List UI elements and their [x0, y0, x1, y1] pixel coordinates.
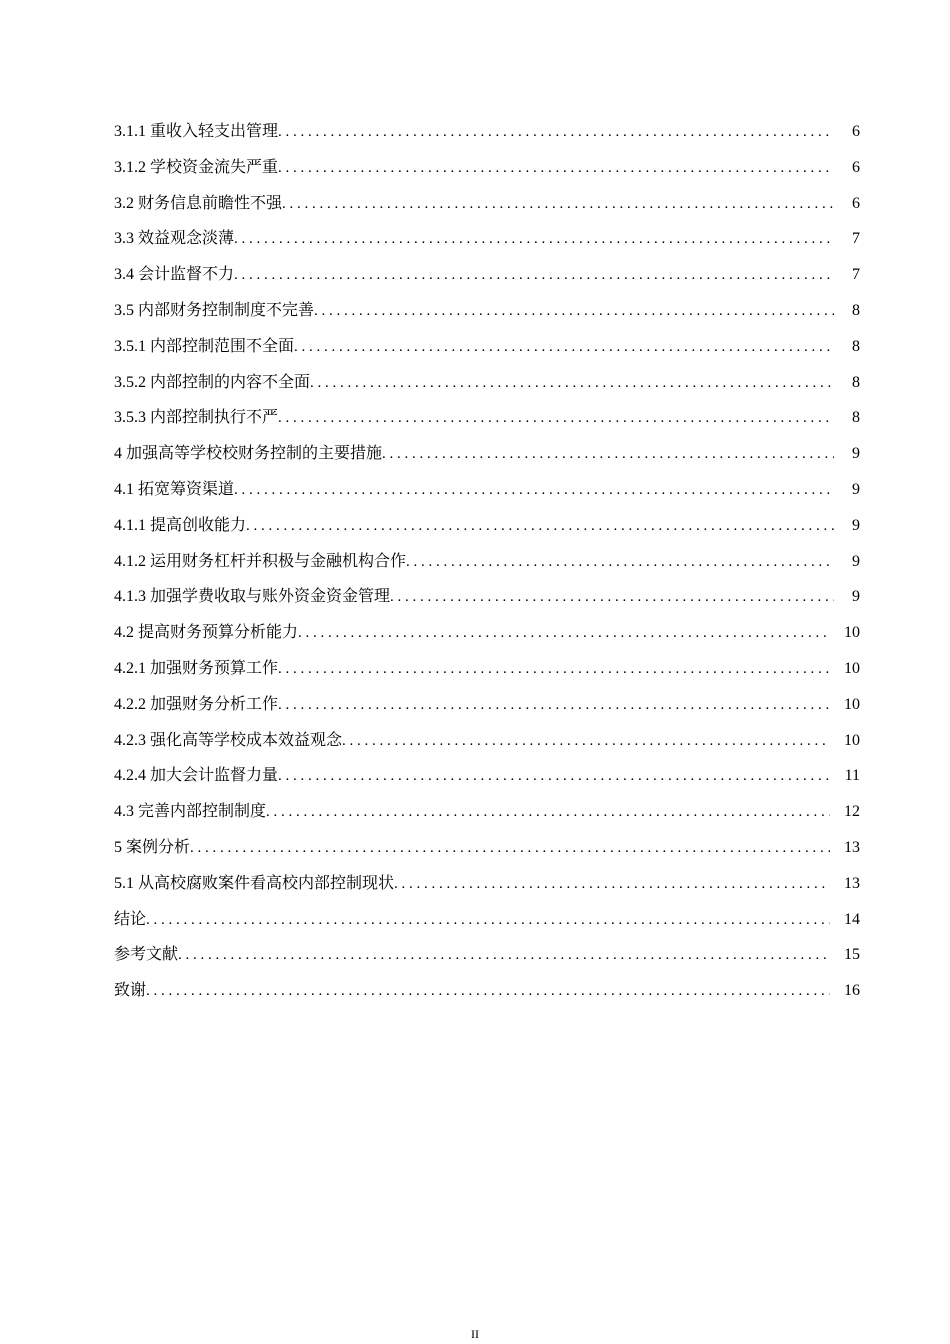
toc-entry-page: 9 — [852, 480, 860, 498]
toc-entry[interactable] — [114, 902, 860, 938]
toc-entry-label: 5.1 从高校腐败案件看高校内部控制现状 — [114, 874, 395, 892]
dot-leader — [278, 688, 830, 724]
toc-entry[interactable] — [114, 758, 860, 794]
toc-entry-page: 10 — [844, 695, 860, 713]
toc-entry-label: 结论 — [114, 910, 147, 928]
toc-entry-page: 10 — [844, 659, 860, 677]
dot-leader — [278, 759, 831, 795]
toc-entry[interactable] — [114, 365, 860, 401]
toc-entry-page: 6 — [852, 158, 860, 176]
toc-entry-label: 3.5.3 内部控制执行不严 — [114, 409, 279, 427]
dot-leader — [390, 580, 834, 616]
toc-entry[interactable] — [114, 400, 860, 436]
toc-entry[interactable] — [114, 329, 860, 365]
dot-leader — [282, 187, 834, 223]
toc-entry[interactable] — [114, 615, 860, 651]
toc-entry-page: 9 — [852, 445, 860, 463]
toc-entry-page: 10 — [844, 731, 860, 749]
toc-entry[interactable] — [114, 723, 860, 759]
toc-entry[interactable] — [114, 579, 860, 615]
toc-entry[interactable] — [114, 830, 860, 866]
dot-leader — [406, 545, 834, 581]
toc-entry-page: 6 — [852, 194, 860, 212]
dot-leader — [382, 437, 834, 473]
toc-entry-page: 11 — [844, 767, 860, 785]
toc-entry-page: 7 — [852, 230, 860, 248]
dot-leader — [278, 652, 830, 688]
toc-entry-label: 3.4 会计监督不力 — [114, 266, 235, 284]
toc-entry-label: 4.3 完善内部控制制度 — [114, 803, 267, 821]
toc-entry[interactable] — [114, 973, 860, 1009]
toc-entry-page: 12 — [844, 803, 860, 821]
dot-leader — [278, 115, 834, 151]
toc-entry-page: 14 — [844, 910, 860, 928]
toc-entry-label: 3.1.1 重收入轻支出管理 — [114, 123, 279, 140]
toc-entry-page: 6 — [852, 123, 860, 140]
toc-entry-label: 4.1.2 运用财务杠杆并积极与金融机构合作 — [114, 552, 407, 570]
dot-leader — [246, 509, 834, 545]
toc-entry-label: 3.3 效益观念淡薄 — [114, 230, 235, 248]
toc-entry[interactable] — [114, 257, 860, 293]
toc-entry[interactable] — [114, 472, 860, 508]
dot-leader — [298, 616, 830, 652]
toc-entry-label: 参考文献 — [114, 946, 179, 964]
dot-leader — [190, 831, 830, 867]
toc-entry-page: 9 — [852, 588, 860, 606]
table-of-contents — [114, 114, 860, 1009]
toc-entry[interactable] — [114, 293, 860, 329]
toc-entry-page: 7 — [852, 266, 860, 284]
toc-entry-page: 13 — [844, 874, 860, 892]
toc-entry-label: 4.2.2 加强财务分析工作 — [114, 695, 279, 713]
toc-entry-label: 3.5.2 内部控制的内容不全面 — [114, 373, 311, 391]
toc-entry-label: 4.2.1 加强财务预算工作 — [114, 659, 279, 677]
dot-leader — [278, 151, 834, 187]
toc-entry-page: 8 — [852, 409, 860, 427]
toc-entry-page: 13 — [844, 838, 860, 856]
dot-leader — [294, 330, 834, 366]
dot-leader — [266, 795, 830, 831]
toc-entry-page: 10 — [844, 624, 860, 642]
toc-entry-label: 3.5.1 内部控制范围不全面 — [114, 337, 295, 355]
toc-entry-label: 4.1.1 提高创收能力 — [114, 516, 247, 534]
toc-entry-label: 3.2 财务信息前瞻性不强 — [114, 194, 283, 212]
dot-leader — [234, 258, 834, 294]
toc-entry-label: 5 案例分析 — [114, 838, 191, 856]
toc-entry-page: 15 — [844, 946, 860, 964]
toc-entry-label: 4.1 拓宽筹资渠道 — [114, 480, 235, 498]
toc-entry-page: 9 — [852, 552, 860, 570]
dot-leader — [146, 974, 830, 1010]
toc-entry[interactable] — [114, 150, 860, 186]
dot-leader — [310, 366, 834, 402]
toc-entry-page: 16 — [844, 982, 860, 1000]
toc-entry-label: 4.2.3 强化高等学校成本效益观念 — [114, 731, 343, 749]
toc-entry-label: 4.2.4 加大会计监督力量 — [114, 767, 279, 785]
toc-entry[interactable] — [114, 221, 860, 257]
toc-entry-page: 8 — [852, 301, 860, 319]
toc-entry-label: 4.2 提高财务预算分析能力 — [114, 624, 299, 642]
toc-entry[interactable] — [114, 114, 860, 150]
toc-entry-label: 3.1.2 学校资金流失严重 — [114, 158, 279, 176]
toc-entry[interactable] — [114, 794, 860, 830]
toc-entry[interactable] — [114, 436, 860, 472]
dot-leader — [278, 401, 834, 437]
dot-leader — [234, 473, 834, 509]
toc-entry-page: 8 — [852, 373, 860, 391]
page-footer-number: II — [471, 1327, 479, 1341]
toc-entry[interactable] — [114, 186, 860, 222]
dot-leader — [394, 867, 830, 903]
toc-entry-label: 3.5 内部财务控制制度不完善 — [114, 301, 315, 319]
toc-entry-page: 8 — [852, 337, 860, 355]
dot-leader — [178, 938, 830, 974]
dot-leader — [146, 903, 830, 939]
dot-leader — [342, 724, 830, 760]
dot-leader — [314, 294, 834, 330]
toc-entry[interactable] — [114, 866, 860, 902]
toc-entry[interactable] — [114, 544, 860, 580]
toc-entry-page: 9 — [852, 516, 860, 534]
toc-entry-label: 4.1.3 加强学费收取与账外资金资金管理 — [114, 588, 391, 606]
dot-leader — [234, 222, 834, 258]
toc-entry[interactable] — [114, 937, 860, 973]
toc-entry-label: 4 加强高等学校校财务控制的主要措施 — [114, 445, 383, 463]
toc-entry-label: 致谢 — [114, 982, 147, 1000]
toc-entry[interactable] — [114, 508, 860, 544]
toc-entry[interactable] — [114, 687, 860, 723]
toc-entry[interactable] — [114, 651, 860, 687]
